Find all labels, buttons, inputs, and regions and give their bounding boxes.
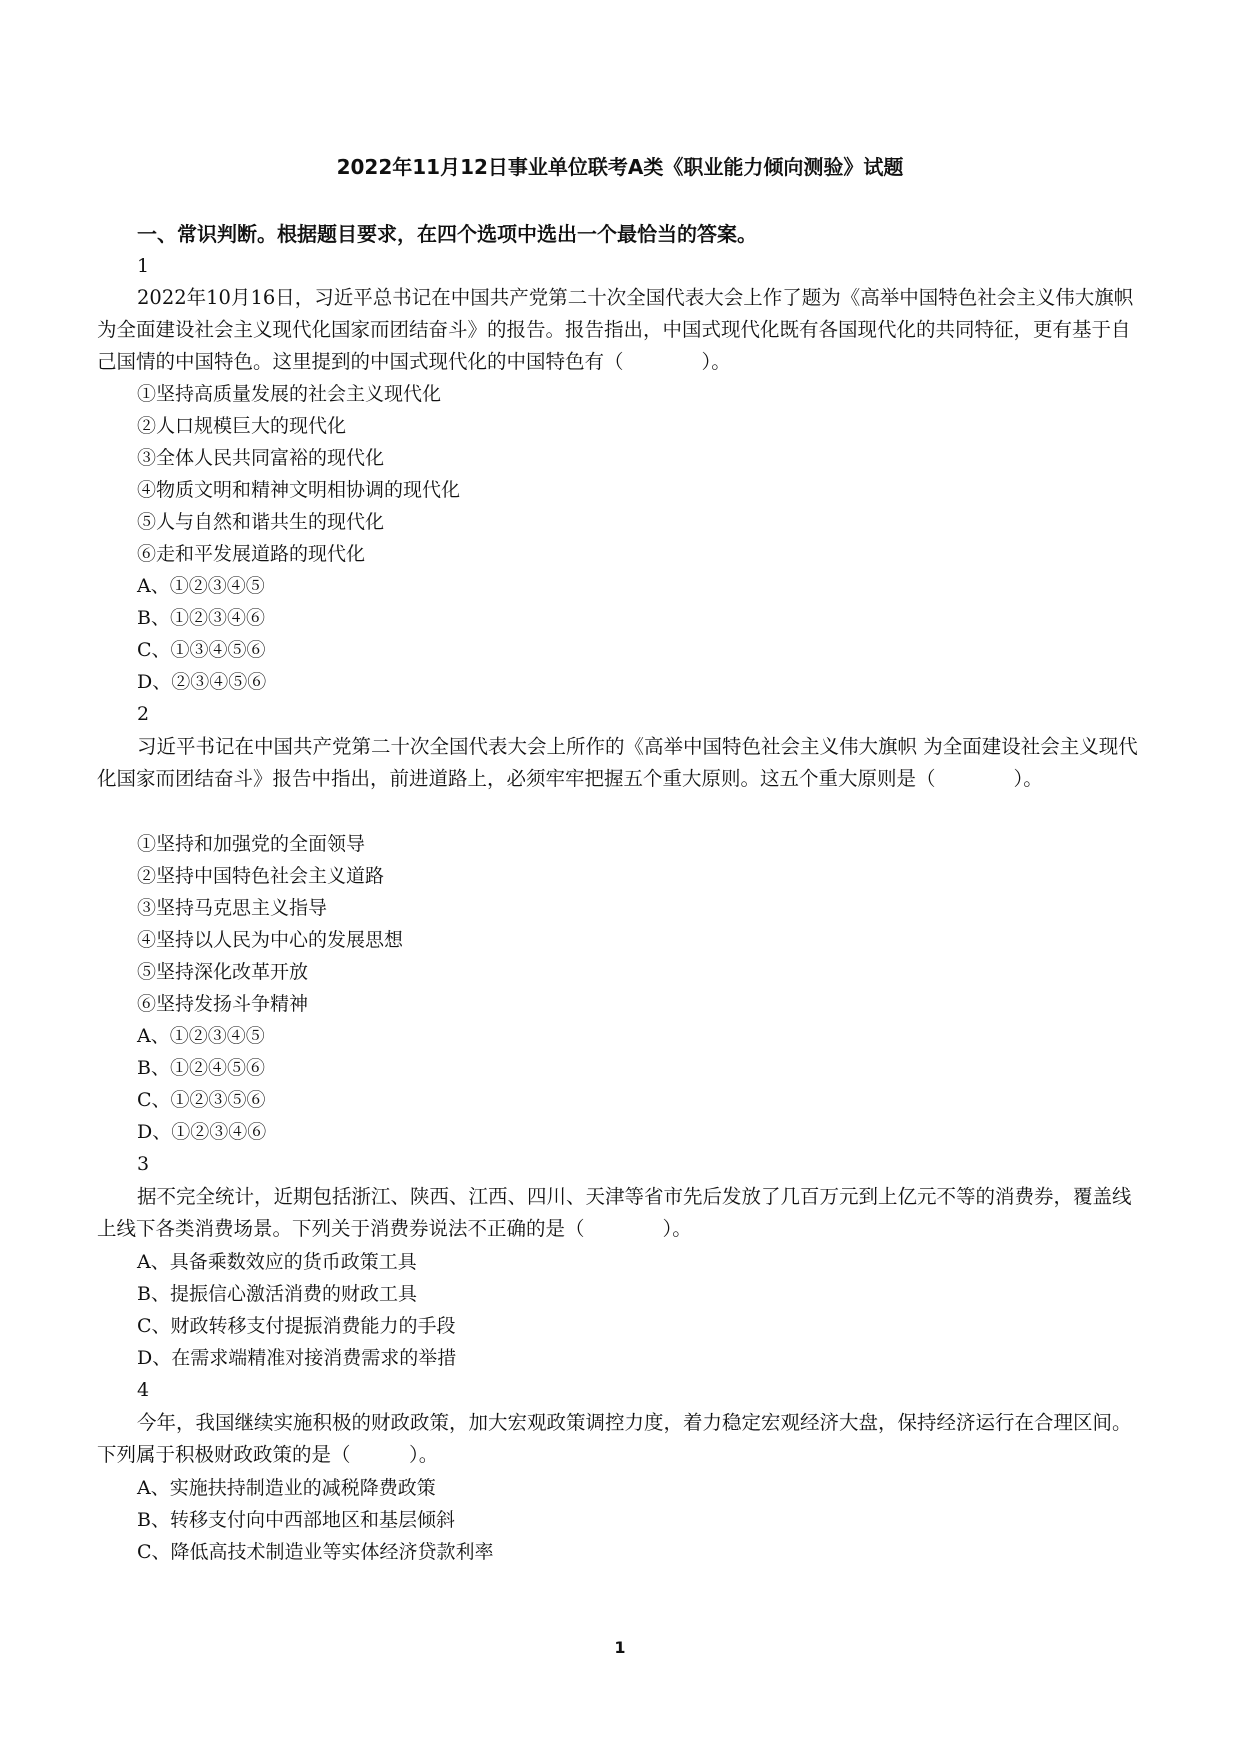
answer-option: C、降低高技术制造业等实体经济贷款利率 <box>137 1541 494 1563</box>
answer-option: D、在需求端精准对接消费需求的举措 <box>137 1347 457 1369</box>
answer-option: B、①②③④⑥ <box>137 607 265 629</box>
answer-option: C、财政转移支付提振消费能力的手段 <box>137 1315 456 1337</box>
list-item: ④物质文明和精神文明相协调的现代化 <box>137 479 461 501</box>
list-item: ①坚持高质量发展的社会主义现代化 <box>137 383 442 405</box>
list-item: ⑤坚持深化改革开放 <box>137 961 309 983</box>
list-item: ④坚持以人民为中心的发展思想 <box>137 929 404 951</box>
page-number: 1 <box>614 1638 626 1657</box>
question-stem: 习近平书记在中国共产党第二十次全国代表大会上所作的《高举中国特色社会主义伟大旗帜 为全面建设社会主义现代化国家而团结奋斗》报告中指出，前进道路上，必须牢牢把握五个重大原则。这五个重大原则是（ ）。 <box>97 735 1138 790</box>
answer-option: A、①②③④⑤ <box>137 1025 265 1047</box>
question-number: 3 <box>137 1153 150 1175</box>
answer-option: B、①②④⑤⑥ <box>137 1057 265 1079</box>
question-number: 2 <box>137 703 150 725</box>
list-item: ⑥走和平发展道路的现代化 <box>137 543 366 565</box>
answer-option: C、①③④⑤⑥ <box>137 639 266 661</box>
list-item: ③全体人民共同富裕的现代化 <box>137 447 385 469</box>
question-stem: 今年，我国继续实施积极的财政政策，加大宏观政策调控力度，着力稳定宏观经济大盘，保持经济运行在合理区间。下列属于积极财政政策的是（ ）。 <box>97 1411 1132 1466</box>
answer-option: D、②③④⑤⑥ <box>137 671 267 693</box>
page-title: 2022年11月12日事业单位联考A类《职业能力倾向测验》试题 <box>336 155 904 179</box>
answer-option: B、转移支付向中西部地区和基层倾斜 <box>137 1509 455 1531</box>
list-item: ⑤人与自然和谐共生的现代化 <box>137 511 385 533</box>
list-item: ③坚持马克思主义指导 <box>137 897 328 919</box>
question-number: 4 <box>137 1379 150 1401</box>
answer-option: A、①②③④⑤ <box>137 575 265 597</box>
question-number: 1 <box>137 255 150 277</box>
question-stem: 2022年10月16日，习近平总书记在中国共产党第二十次全国代表大会上作了题为《高举中国特色社会主义伟大旗帜 为全面建设社会主义现代化国家而团结奋斗》的报告。报告指出，中国式现代化既有各国现代化的共同特征，更有基于自己国情的中国特色。这里提到的中国式现代化的中国特色有（ ）。 <box>97 286 1153 373</box>
list-item: ①坚持和加强党的全面领导 <box>137 833 366 855</box>
list-item: ②人口规模巨大的现代化 <box>137 415 347 437</box>
answer-option: B、提振信心激活消费的财政工具 <box>137 1283 417 1305</box>
section-heading: 一、常识判断。根据题目要求，在四个选项中选出一个最恰当的答案。 <box>137 222 757 246</box>
answer-option: C、①②③⑤⑥ <box>137 1089 266 1111</box>
answer-option: A、实施扶持制造业的减税降费政策 <box>137 1477 436 1499</box>
list-item: ⑥坚持发扬斗争精神 <box>137 993 309 1015</box>
answer-option: D、①②③④⑥ <box>137 1121 267 1143</box>
question-stem: 据不完全统计，近期包括浙江、陕西、江西、四川、天津等省市先后发放了几百万元到上亿元不等的消费券，覆盖线上线下各类消费场景。下列关于消费券说法不正确的是（ ）。 <box>97 1185 1132 1240</box>
answer-option: A、具备乘数效应的货币政策工具 <box>137 1251 417 1273</box>
list-item: ②坚持中国特色社会主义道路 <box>137 865 385 887</box>
